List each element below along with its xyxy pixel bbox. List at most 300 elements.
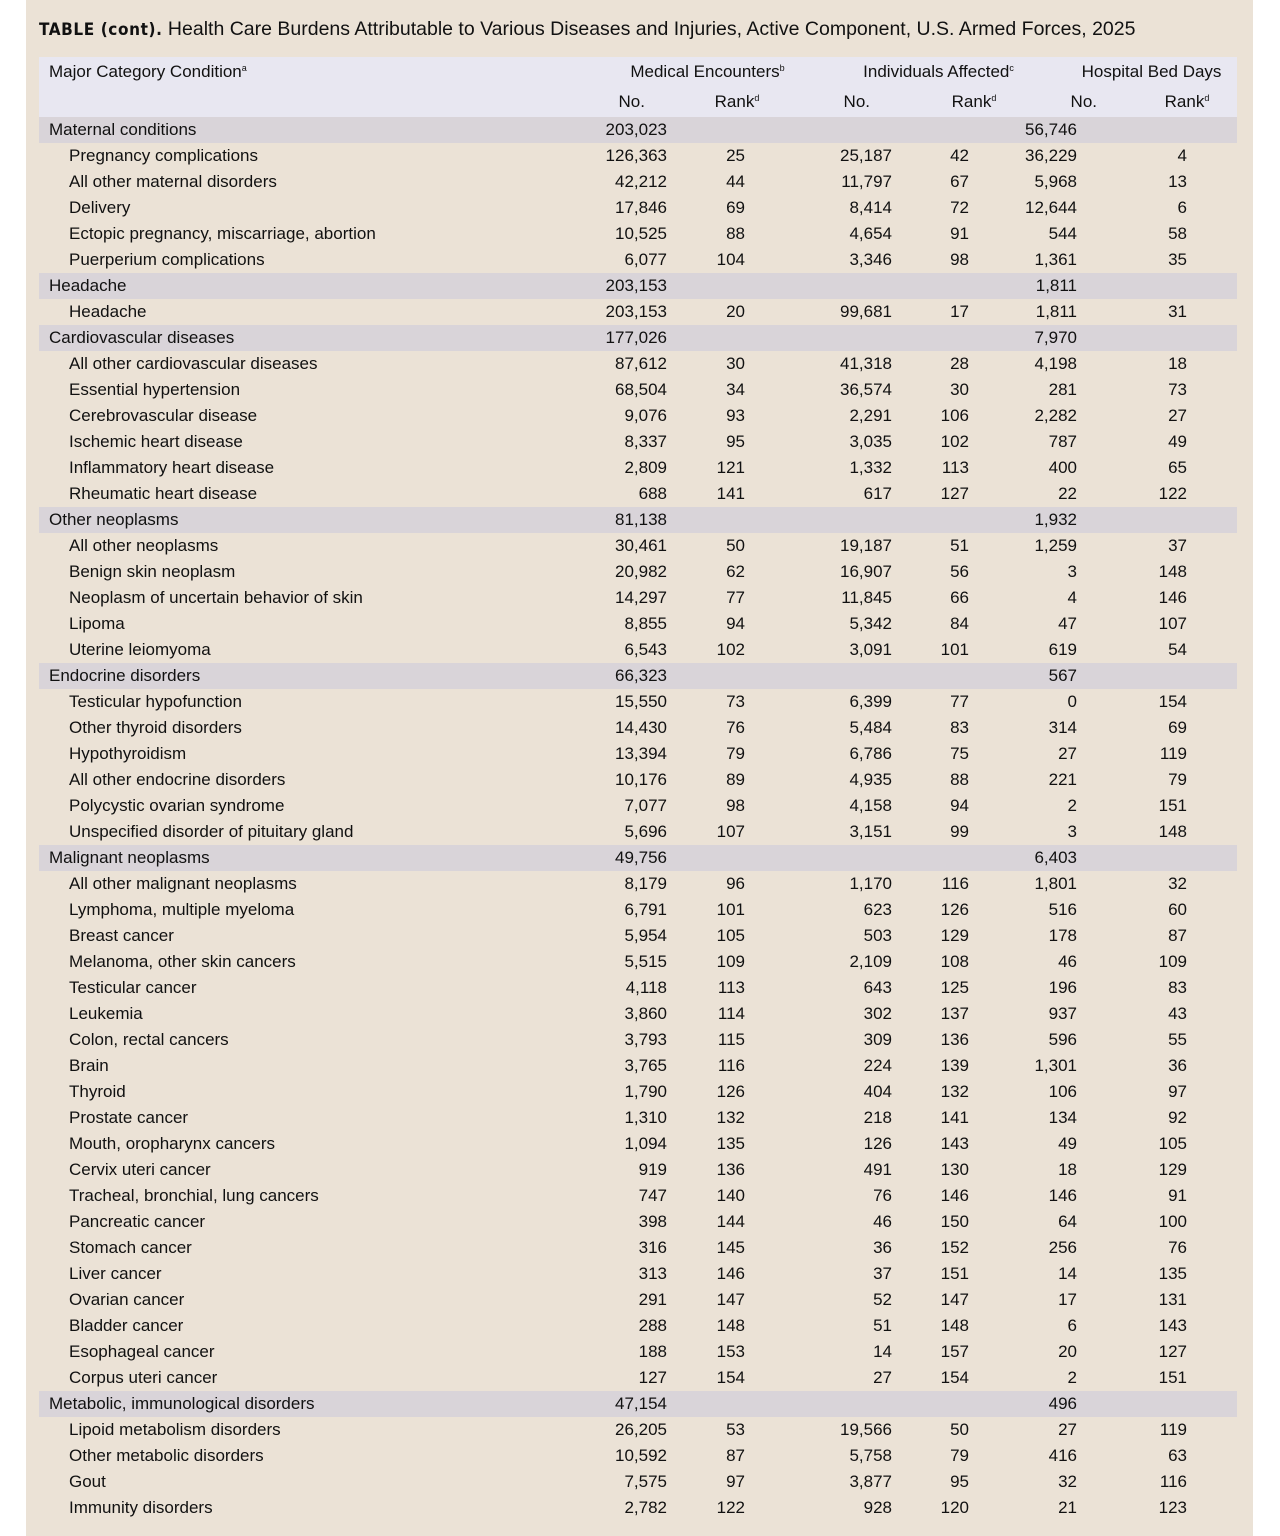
- individuals-affected-no: [791, 117, 892, 143]
- medical-encounters-no: 203,153: [605, 302, 667, 321]
- condition-name: Uterine leiomyoma: [69, 640, 211, 659]
- category-row: [39, 1391, 1237, 1417]
- medical-encounters-rank: 154: [716, 1368, 746, 1387]
- medical-encounters-rank: 62: [726, 562, 746, 581]
- header-ind-rank: Rank$^d$: [951, 92, 997, 111]
- individuals-affected-no: 8,414: [849, 198, 893, 217]
- medical-encounters-rank: 141: [716, 484, 746, 503]
- medical-encounters-no: 13,394: [615, 744, 667, 763]
- medical-encounters-no: 3,765: [624, 1056, 667, 1075]
- individuals-affected-rank: [892, 273, 1018, 299]
- medical-encounters-no: 126,363: [605, 146, 667, 165]
- condition-name: Ovarian cancer: [69, 1290, 185, 1309]
- table-row: [39, 559, 1237, 585]
- individuals-affected-no: 623: [863, 900, 893, 919]
- hospital-bed-days-rank: 148: [1158, 562, 1188, 581]
- table-row: [39, 715, 1237, 741]
- individuals-affected-no: 51: [873, 1316, 893, 1335]
- header-med-no: No.: [618, 92, 645, 111]
- individuals-affected-rank: 94: [950, 796, 970, 815]
- medical-encounters-no: 291: [638, 1290, 667, 1309]
- medical-encounters-no: 8,179: [624, 874, 667, 893]
- medical-encounters-no: 688: [638, 484, 667, 503]
- individuals-affected-no: 99,681: [840, 302, 893, 321]
- condition-name: Cerebrovascular disease: [69, 406, 258, 425]
- hospital-bed-days-rank: 55: [1168, 1030, 1188, 1049]
- hospital-bed-days-rank: 97: [1168, 1082, 1188, 1101]
- medical-encounters-no: 30,461: [615, 536, 667, 555]
- condition-name: All other maternal disorders: [69, 172, 277, 191]
- medical-encounters-no: 313: [638, 1264, 667, 1283]
- condition-name: Brain: [69, 1056, 109, 1075]
- hospital-bed-days-no: 134: [1048, 1108, 1078, 1127]
- hospital-bed-days-no: 146: [1048, 1186, 1078, 1205]
- medical-encounters-no: 1,094: [624, 1134, 667, 1153]
- table-title-text: Health Care Burdens Attributable to Various Diseases and Injuries, Active Component, U.S. Armed Forces, 2025: [162, 18, 1136, 40]
- individuals-affected-no: 2,291: [849, 406, 893, 425]
- hospital-bed-days-rank: 143: [1158, 1316, 1188, 1335]
- individuals-affected-rank: 30: [950, 380, 970, 399]
- condition-name: Headache: [69, 302, 147, 321]
- medical-encounters-no: 10,525: [615, 224, 667, 243]
- individuals-affected-no: 3,346: [849, 250, 893, 269]
- individuals-affected-rank: 139: [940, 1056, 970, 1075]
- condition-name: Colon, rectal cancers: [69, 1030, 229, 1049]
- medical-encounters-no: 7,575: [624, 1472, 667, 1491]
- hospital-bed-days-rank: [1119, 663, 1237, 689]
- hospital-bed-days-no: 1,301: [1034, 1056, 1078, 1075]
- medical-encounters-no: 87,612: [615, 354, 667, 373]
- individuals-affected-rank: 150: [940, 1212, 970, 1231]
- table-row: [39, 1417, 1237, 1443]
- individuals-affected-no: 4,654: [849, 224, 893, 243]
- hospital-bed-days-rank: 83: [1168, 978, 1188, 997]
- medical-encounters-rank: 145: [716, 1238, 746, 1257]
- hospital-bed-days-rank: 135: [1158, 1264, 1188, 1283]
- medical-encounters-rank: 102: [716, 640, 746, 659]
- hospital-bed-days-no: 47: [1058, 614, 1078, 633]
- table-row: [39, 923, 1237, 949]
- individuals-affected-no: 5,758: [849, 1446, 893, 1465]
- condition-name: Thyroid: [69, 1082, 126, 1101]
- hospital-bed-days-rank: 36: [1168, 1056, 1188, 1075]
- condition-name: Other thyroid disorders: [69, 718, 242, 737]
- hospital-bed-days-rank: 109: [1158, 952, 1188, 971]
- medical-encounters-no: 288: [638, 1316, 667, 1335]
- hospital-bed-days-no: 544: [1048, 224, 1078, 243]
- condition-name: Testicular cancer: [69, 978, 197, 997]
- hospital-bed-days-no: 178: [1048, 926, 1078, 945]
- condition-name: Ectopic pregnancy, miscarriage, abortion: [69, 224, 376, 243]
- medical-encounters-rank: 79: [726, 744, 746, 763]
- medical-encounters-no: 66,323: [615, 666, 667, 685]
- hospital-bed-days-no: 56,746: [1025, 120, 1078, 139]
- hospital-bed-days-no: 314: [1048, 718, 1078, 737]
- condition-name: Corpus uteri cancer: [69, 1368, 218, 1387]
- hospital-bed-days-no: 1,801: [1034, 874, 1078, 893]
- individuals-affected-no: 218: [863, 1108, 893, 1127]
- individuals-affected-no: 224: [863, 1056, 893, 1075]
- condition-name: Endocrine disorders: [49, 666, 201, 685]
- medical-encounters-rank: 105: [716, 926, 746, 945]
- individuals-affected-no: 25,187: [840, 146, 893, 165]
- hospital-bed-days-no: 221: [1048, 770, 1078, 789]
- table-row: [39, 169, 1237, 195]
- header-hospital-bed-days: Hospital Bed Days: [1081, 62, 1222, 81]
- hospital-bed-days-rank: 58: [1168, 224, 1188, 243]
- hospital-bed-days-rank: 129: [1158, 1160, 1188, 1179]
- hospital-bed-days-no: 12,644: [1025, 198, 1078, 217]
- hospital-bed-days-rank: 35: [1168, 250, 1188, 269]
- condition-name: Maternal conditions: [49, 120, 197, 139]
- condition-name: Pancreatic cancer: [69, 1212, 206, 1231]
- header-row-1: [39, 57, 1237, 87]
- individuals-affected-no: 1,170: [849, 874, 893, 893]
- hospital-bed-days-rank: 148: [1158, 822, 1188, 841]
- individuals-affected-no: 643: [863, 978, 893, 997]
- medical-encounters-no: 26,205: [615, 1420, 667, 1439]
- individuals-affected-rank: 116: [941, 874, 970, 893]
- medical-encounters-no: 47,154: [615, 1394, 667, 1413]
- medical-encounters-no: 177,026: [605, 328, 667, 347]
- hospital-bed-days-no: 516: [1048, 900, 1078, 919]
- individuals-affected-rank: 132: [940, 1082, 970, 1101]
- category-row: [39, 117, 1237, 143]
- individuals-affected-no: 3,091: [849, 640, 893, 659]
- individuals-affected-no: 309: [863, 1030, 893, 1049]
- medical-encounters-rank: 147: [716, 1290, 746, 1309]
- individuals-affected-rank: 50: [950, 1420, 970, 1439]
- hospital-bed-days-no: 36,229: [1025, 146, 1078, 165]
- individuals-affected-no: 4,935: [849, 770, 893, 789]
- medical-encounters-rank: 122: [716, 1498, 746, 1517]
- hospital-bed-days-rank: [1119, 117, 1237, 143]
- individuals-affected-no: [791, 273, 892, 299]
- medical-encounters-no: 6,543: [624, 640, 667, 659]
- condition-name: Liver cancer: [69, 1264, 162, 1283]
- individuals-affected-rank: 126: [940, 900, 970, 919]
- table-row: [39, 871, 1237, 897]
- medical-encounters-rank: 30: [726, 354, 746, 373]
- hospital-bed-days-rank: 146: [1158, 588, 1188, 607]
- hospital-bed-days-no: 1,361: [1034, 250, 1078, 269]
- condition-name: Neoplasm of uncertain behavior of skin: [69, 588, 363, 607]
- hospital-bed-days-no: 27: [1058, 1420, 1078, 1439]
- hospital-bed-days-rank: 79: [1168, 770, 1188, 789]
- medical-encounters-rank: 88: [726, 224, 746, 243]
- hospital-bed-days-rank: 49: [1168, 432, 1188, 451]
- condition-name: Gout: [69, 1472, 106, 1491]
- table-row: [39, 143, 1237, 169]
- individuals-affected-rank: 148: [940, 1316, 970, 1335]
- individuals-affected-rank: 95: [950, 1472, 970, 1491]
- hospital-bed-days-rank: [1119, 1391, 1237, 1417]
- individuals-affected-rank: 137: [940, 1004, 970, 1023]
- medical-encounters-rank: 153: [716, 1342, 746, 1361]
- condition-name: Leukemia: [69, 1004, 143, 1023]
- hospital-bed-days-rank: 100: [1158, 1212, 1188, 1231]
- table-row: [39, 1287, 1237, 1313]
- medical-encounters-rank: 116: [717, 1056, 746, 1075]
- condition-name: All other malignant neoplasms: [69, 874, 297, 893]
- individuals-affected-no: 5,342: [849, 614, 893, 633]
- condition-name: Pregnancy complications: [69, 146, 258, 165]
- hospital-bed-days-rank: 127: [1158, 1342, 1188, 1361]
- medical-encounters-rank: 115: [717, 1030, 746, 1049]
- table-row: [39, 1209, 1237, 1235]
- table-row: [39, 1053, 1237, 1079]
- header-individuals-affected: Individuals Affected$^c$: [863, 62, 1014, 81]
- hospital-bed-days-no: 596: [1048, 1030, 1078, 1049]
- medical-encounters-no: 5,696: [624, 822, 667, 841]
- condition-name: Other neoplasms: [49, 510, 179, 529]
- hospital-bed-days-no: 32: [1058, 1472, 1078, 1491]
- individuals-affected-no: 36,574: [840, 380, 893, 399]
- table-row: [39, 1339, 1237, 1365]
- individuals-affected-rank: 120: [940, 1498, 970, 1517]
- table-body: [39, 117, 1237, 1521]
- condition-name: Lymphoma, multiple myeloma: [69, 900, 295, 919]
- individuals-affected-no: 52: [873, 1290, 893, 1309]
- hospital-bed-days-rank: 60: [1168, 900, 1188, 919]
- table-label: TABLE (cont).: [39, 20, 163, 40]
- individuals-affected-rank: [892, 1391, 1018, 1417]
- individuals-affected-no: 19,566: [840, 1420, 893, 1439]
- medical-encounters-no: 6,077: [624, 250, 667, 269]
- table-row: [39, 481, 1237, 507]
- medical-encounters-rank: 20: [726, 302, 746, 321]
- hospital-bed-days-no: 787: [1048, 432, 1078, 451]
- medical-encounters-rank: 97: [726, 1472, 746, 1491]
- hospital-bed-days-no: 17: [1058, 1290, 1078, 1309]
- medical-encounters-rank: 135: [716, 1134, 746, 1153]
- individuals-affected-rank: 28: [950, 354, 970, 373]
- medical-encounters-rank: 53: [726, 1420, 746, 1439]
- medical-encounters-rank: [667, 117, 791, 143]
- medical-encounters-rank: 98: [726, 796, 746, 815]
- individuals-affected-rank: 102: [940, 432, 970, 451]
- individuals-affected-no: 46: [873, 1212, 893, 1231]
- condition-name: Breast cancer: [69, 926, 174, 945]
- individuals-affected-no: 4,158: [849, 796, 893, 815]
- individuals-affected-rank: 72: [950, 198, 970, 217]
- hospital-bed-days-rank: 63: [1168, 1446, 1188, 1465]
- condition-name: Benign skin neoplasm: [69, 562, 236, 581]
- condition-name: Other metabolic disorders: [69, 1446, 264, 1465]
- hospital-bed-days-rank: 13: [1168, 172, 1188, 191]
- hospital-bed-days-rank: 31: [1168, 302, 1188, 321]
- hospital-bed-days-no: 14: [1058, 1264, 1078, 1283]
- condition-name: Esophageal cancer: [69, 1342, 215, 1361]
- medical-encounters-no: 7,077: [624, 796, 667, 815]
- individuals-affected-no: 41,318: [840, 354, 893, 373]
- medical-encounters-rank: [667, 507, 791, 533]
- hospital-bed-days-no: 416: [1048, 1446, 1078, 1465]
- condition-name: Metabolic, immunological disorders: [49, 1394, 315, 1413]
- medical-encounters-no: 14,297: [615, 588, 667, 607]
- health-care-burden-table: [39, 57, 1237, 1521]
- hospital-bed-days-rank: [1119, 845, 1237, 871]
- condition-name: All other neoplasms: [69, 536, 219, 555]
- hospital-bed-days-rank: 37: [1168, 536, 1188, 555]
- table-row: [39, 585, 1237, 611]
- individuals-affected-no: 3,877: [849, 1472, 893, 1491]
- hospital-bed-days-no: 567: [1048, 666, 1078, 685]
- individuals-affected-rank: 151: [940, 1264, 970, 1283]
- condition-name: Cervix uteri cancer: [69, 1160, 211, 1179]
- medical-encounters-no: 747: [638, 1186, 667, 1205]
- individuals-affected-rank: 84: [950, 614, 970, 633]
- medical-encounters-no: 81,138: [615, 510, 667, 529]
- individuals-affected-rank: [892, 845, 1018, 871]
- table-row: [39, 1027, 1237, 1053]
- condition-name: Polycystic ovarian syndrome: [69, 796, 285, 815]
- medical-encounters-rank: 132: [716, 1108, 746, 1127]
- hospital-bed-days-rank: 6: [1177, 198, 1188, 217]
- medical-encounters-rank: 34: [726, 380, 746, 399]
- individuals-affected-rank: 77: [950, 692, 970, 711]
- hospital-bed-days-no: 6,403: [1034, 848, 1078, 867]
- individuals-affected-no: 16,907: [840, 562, 893, 581]
- individuals-affected-rank: 136: [940, 1030, 970, 1049]
- individuals-affected-no: 37: [873, 1264, 893, 1283]
- individuals-affected-rank: 146: [940, 1186, 970, 1205]
- hospital-bed-days-no: 2: [1067, 796, 1078, 815]
- medical-encounters-no: 8,337: [624, 432, 667, 451]
- condition-name: Rheumatic heart disease: [69, 484, 258, 503]
- table-row: [39, 1157, 1237, 1183]
- medical-encounters-no: 203,023: [605, 120, 667, 139]
- condition-name: Immunity disorders: [69, 1498, 213, 1517]
- table-row: [39, 1365, 1237, 1391]
- header-bed-rank: Rank$^d$: [1164, 92, 1210, 111]
- medical-encounters-no: 68,504: [615, 380, 667, 399]
- medical-encounters-no: 4,118: [625, 978, 667, 997]
- medical-encounters-no: 8,855: [624, 614, 667, 633]
- condition-name: Malignant neoplasms: [49, 848, 210, 867]
- table-row: [39, 949, 1237, 975]
- individuals-affected-no: 302: [863, 1004, 893, 1023]
- medical-encounters-rank: 69: [726, 198, 746, 217]
- medical-encounters-no: 2,782: [624, 1498, 667, 1517]
- hospital-bed-days-no: 20: [1058, 1342, 1078, 1361]
- hospital-bed-days-no: 400: [1048, 458, 1078, 477]
- hospital-bed-days-rank: 151: [1158, 796, 1188, 815]
- table-row: [39, 533, 1237, 559]
- individuals-affected-rank: 66: [950, 588, 970, 607]
- medical-encounters-no: 316: [638, 1238, 667, 1257]
- medical-encounters-rank: 87: [726, 1446, 746, 1465]
- hospital-bed-days-rank: 87: [1168, 926, 1188, 945]
- hospital-bed-days-no: 619: [1048, 640, 1078, 659]
- medical-encounters-no: 49,756: [615, 848, 667, 867]
- category-row: [39, 663, 1237, 689]
- hospital-bed-days-no: 18: [1058, 1160, 1078, 1179]
- medical-encounters-no: 10,176: [615, 770, 667, 789]
- table-row: [39, 611, 1237, 637]
- hospital-bed-days-rank: 73: [1168, 380, 1188, 399]
- medical-encounters-rank: [667, 273, 791, 299]
- hospital-bed-days-rank: 122: [1158, 484, 1188, 503]
- hospital-bed-days-no: 7,970: [1034, 328, 1078, 347]
- individuals-affected-rank: [892, 325, 1018, 351]
- hospital-bed-days-no: 3: [1067, 822, 1078, 841]
- hospital-bed-days-rank: 76: [1168, 1238, 1188, 1257]
- hospital-bed-days-rank: 116: [1159, 1472, 1188, 1491]
- medical-encounters-no: 42,212: [615, 172, 667, 191]
- table-row: [39, 637, 1237, 663]
- hospital-bed-days-rank: 105: [1158, 1134, 1188, 1153]
- hospital-bed-days-rank: 91: [1168, 1186, 1188, 1205]
- hospital-bed-days-no: 27: [1058, 744, 1078, 763]
- category-row: [39, 325, 1237, 351]
- medical-encounters-no: 1,310: [624, 1108, 667, 1127]
- table-row: [39, 1235, 1237, 1261]
- table-row: [39, 1131, 1237, 1157]
- hospital-bed-days-no: 3: [1067, 562, 1078, 581]
- table-row: [39, 1105, 1237, 1131]
- table-row: [39, 741, 1237, 767]
- individuals-affected-no: [791, 845, 892, 871]
- hospital-bed-days-no: 256: [1048, 1238, 1078, 1257]
- category-row: [39, 845, 1237, 871]
- medical-encounters-rank: 136: [716, 1160, 746, 1179]
- medical-encounters-no: 1,790: [624, 1082, 667, 1101]
- medical-encounters-rank: 94: [726, 614, 746, 633]
- condition-name: Puerperium complications: [69, 250, 265, 269]
- individuals-affected-rank: 75: [950, 744, 970, 763]
- medical-encounters-no: 10,592: [615, 1446, 667, 1465]
- individuals-affected-rank: 51: [950, 536, 970, 555]
- individuals-affected-rank: 127: [940, 484, 970, 503]
- individuals-affected-rank: 99: [950, 822, 970, 841]
- medical-encounters-rank: [667, 1391, 791, 1417]
- table-row: [39, 377, 1237, 403]
- table-row: [39, 195, 1237, 221]
- medical-encounters-rank: 95: [726, 432, 746, 451]
- medical-encounters-rank: 96: [726, 874, 746, 893]
- hospital-bed-days-no: 64: [1058, 1212, 1078, 1231]
- individuals-affected-rank: 125: [940, 978, 970, 997]
- category-row: [39, 273, 1237, 299]
- medical-encounters-rank: [667, 663, 791, 689]
- individuals-affected-no: [791, 663, 892, 689]
- medical-encounters-rank: 50: [726, 536, 746, 555]
- table-row: [39, 1313, 1237, 1339]
- individuals-affected-rank: 108: [940, 952, 970, 971]
- medical-encounters-rank: 107: [716, 822, 746, 841]
- table-row: [39, 1261, 1237, 1287]
- medical-encounters-no: 6,791: [624, 900, 667, 919]
- table-row: [39, 793, 1237, 819]
- individuals-affected-rank: 152: [940, 1238, 970, 1257]
- hospital-bed-days-no: 106: [1048, 1082, 1078, 1101]
- medical-encounters-rank: 148: [716, 1316, 746, 1335]
- individuals-affected-no: 617: [863, 484, 893, 503]
- table-row: [39, 897, 1237, 923]
- individuals-affected-no: 1,332: [849, 458, 893, 477]
- hospital-bed-days-no: 6: [1067, 1316, 1078, 1335]
- hospital-bed-days-no: 21: [1058, 1498, 1078, 1517]
- individuals-affected-rank: 143: [940, 1134, 970, 1153]
- hospital-bed-days-rank: 151: [1158, 1368, 1188, 1387]
- medical-encounters-rank: [667, 845, 791, 871]
- individuals-affected-rank: 154: [940, 1368, 970, 1387]
- individuals-affected-rank: [892, 663, 1018, 689]
- condition-name: Prostate cancer: [69, 1108, 189, 1127]
- medical-encounters-no: 14,430: [615, 718, 667, 737]
- individuals-affected-rank: 79: [950, 1446, 970, 1465]
